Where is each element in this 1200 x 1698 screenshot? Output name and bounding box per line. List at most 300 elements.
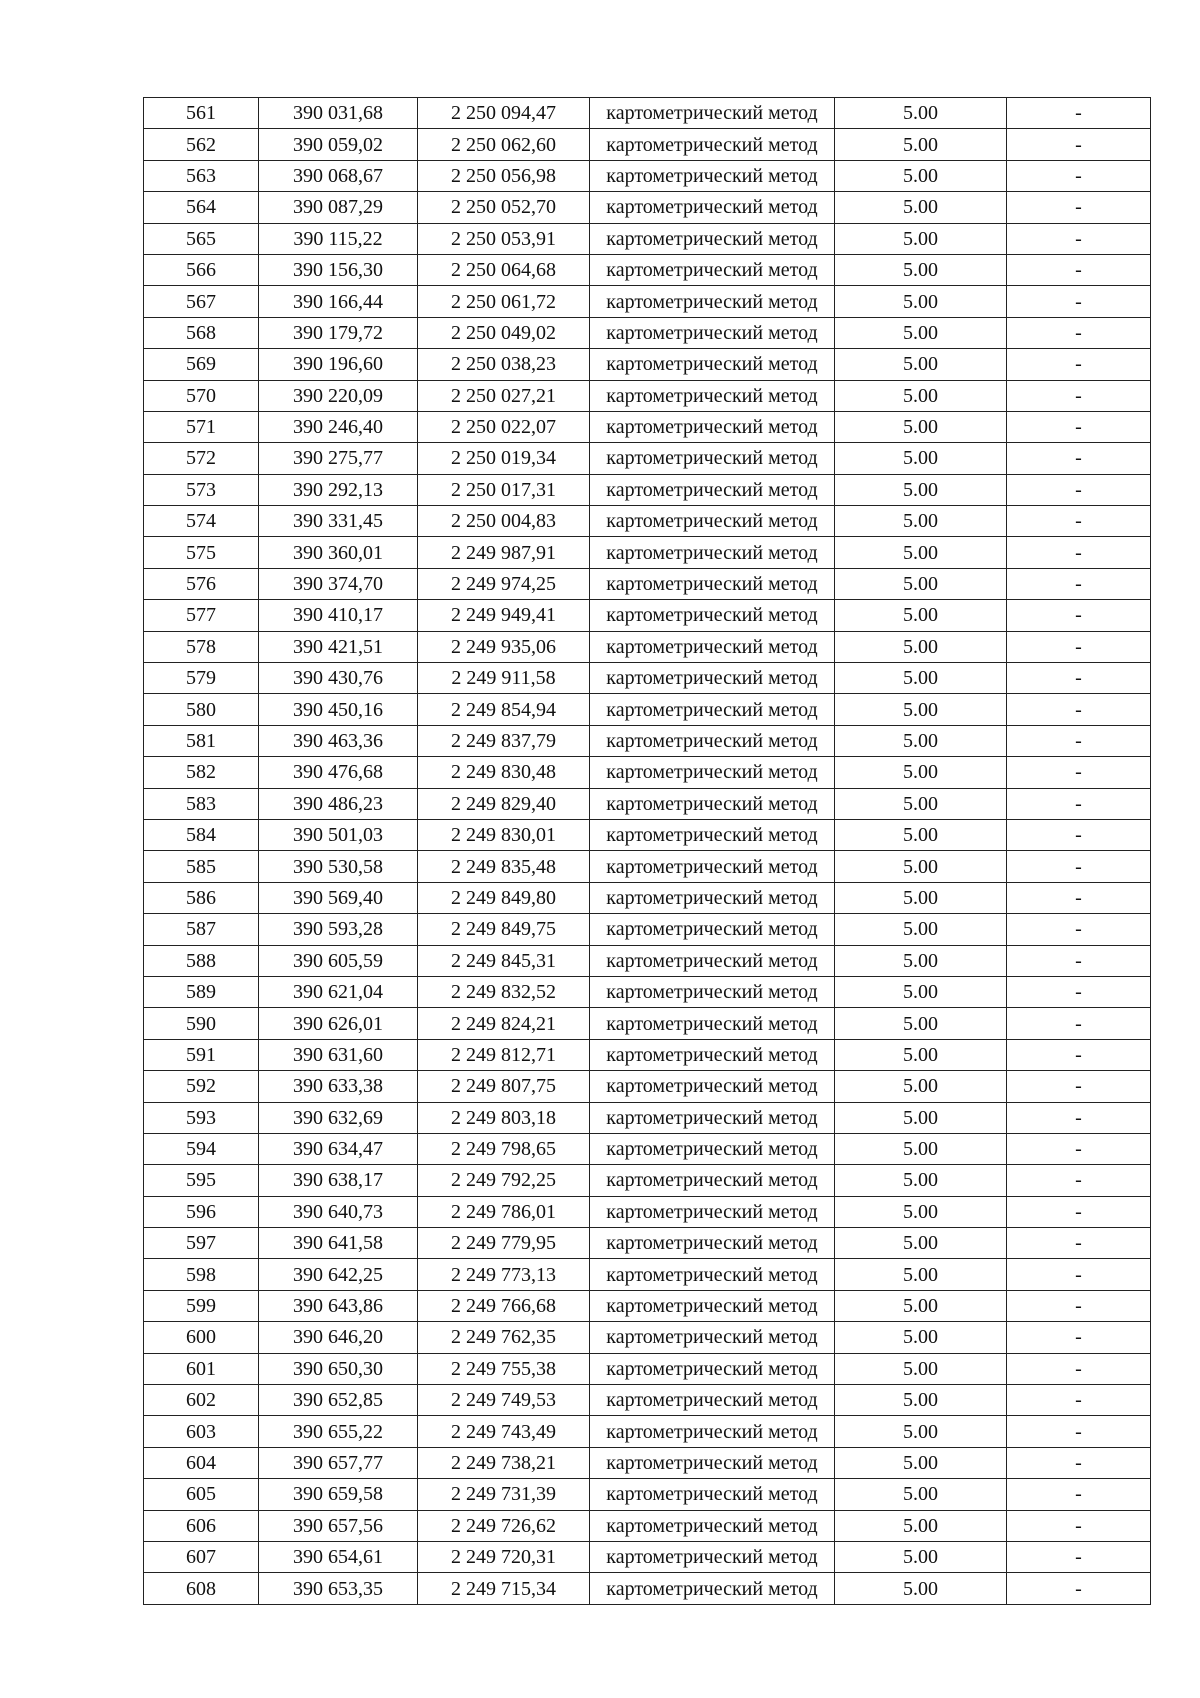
table-row: [144, 1039, 1151, 1070]
table-row: [144, 1008, 1151, 1039]
note-cell: -: [1007, 1259, 1151, 1290]
note-cell: -: [1007, 1228, 1151, 1259]
point-number-cell: 566: [144, 254, 259, 285]
table-row: [144, 976, 1151, 1007]
note-cell: -: [1007, 1196, 1151, 1227]
accuracy-cell: 5.00: [835, 882, 1007, 913]
method-cell: картометрический метод: [590, 1039, 835, 1070]
table-row: [144, 1353, 1151, 1384]
accuracy-cell: 5.00: [835, 819, 1007, 850]
y-coordinate-cell: 2 250 038,23: [418, 349, 590, 380]
note-cell: -: [1007, 160, 1151, 191]
note-cell: -: [1007, 317, 1151, 348]
y-coordinate-cell: 2 249 830,01: [418, 819, 590, 850]
accuracy-cell: 5.00: [835, 788, 1007, 819]
note-cell: -: [1007, 1573, 1151, 1604]
coordinates-table: [143, 97, 1151, 1605]
table-row: [144, 98, 1151, 129]
method-cell: картометрический метод: [590, 1385, 835, 1416]
table-row: [144, 349, 1151, 380]
accuracy-cell: 5.00: [835, 1479, 1007, 1510]
accuracy-cell: 5.00: [835, 1133, 1007, 1164]
accuracy-cell: 5.00: [835, 1322, 1007, 1353]
accuracy-cell: 5.00: [835, 694, 1007, 725]
method-cell: картометрический метод: [590, 474, 835, 505]
point-number-cell: 597: [144, 1228, 259, 1259]
y-coordinate-cell: 2 249 762,35: [418, 1322, 590, 1353]
method-cell: картометрический метод: [590, 725, 835, 756]
point-number-cell: 600: [144, 1322, 259, 1353]
y-coordinate-cell: 2 249 773,13: [418, 1259, 590, 1290]
y-coordinate-cell: 2 249 854,94: [418, 694, 590, 725]
note-cell: -: [1007, 286, 1151, 317]
method-cell: картометрический метод: [590, 1573, 835, 1604]
table-row: [144, 1102, 1151, 1133]
method-cell: картометрический метод: [590, 1165, 835, 1196]
method-cell: картометрический метод: [590, 349, 835, 380]
accuracy-cell: 5.00: [835, 1102, 1007, 1133]
y-coordinate-cell: 2 249 803,18: [418, 1102, 590, 1133]
method-cell: картометрический метод: [590, 1416, 835, 1447]
y-coordinate-cell: 2 249 715,34: [418, 1573, 590, 1604]
note-cell: -: [1007, 411, 1151, 442]
accuracy-cell: 5.00: [835, 1071, 1007, 1102]
y-coordinate-cell: 2 250 062,60: [418, 129, 590, 160]
method-cell: картометрический метод: [590, 443, 835, 474]
note-cell: -: [1007, 1008, 1151, 1039]
table-row: [144, 1510, 1151, 1541]
table-row: [144, 254, 1151, 285]
point-number-cell: 584: [144, 819, 259, 850]
y-coordinate-cell: 2 249 830,48: [418, 757, 590, 788]
point-number-cell: 594: [144, 1133, 259, 1164]
table-row: [144, 129, 1151, 160]
method-cell: картометрический метод: [590, 1133, 835, 1164]
point-number-cell: 588: [144, 945, 259, 976]
point-number-cell: 593: [144, 1102, 259, 1133]
method-cell: картометрический метод: [590, 1290, 835, 1321]
table-row: [144, 474, 1151, 505]
method-cell: картометрический метод: [590, 1071, 835, 1102]
method-cell: картометрический метод: [590, 506, 835, 537]
accuracy-cell: 5.00: [835, 160, 1007, 191]
point-number-cell: 605: [144, 1479, 259, 1510]
note-cell: -: [1007, 1479, 1151, 1510]
accuracy-cell: 5.00: [835, 568, 1007, 599]
x-coordinate-cell: 390 631,60: [259, 1039, 418, 1070]
note-cell: -: [1007, 663, 1151, 694]
note-cell: -: [1007, 1416, 1151, 1447]
point-number-cell: 573: [144, 474, 259, 505]
table-row: [144, 694, 1151, 725]
accuracy-cell: 5.00: [835, 663, 1007, 694]
y-coordinate-cell: 2 249 837,79: [418, 725, 590, 756]
note-cell: -: [1007, 506, 1151, 537]
accuracy-cell: 5.00: [835, 506, 1007, 537]
method-cell: картометрический метод: [590, 663, 835, 694]
x-coordinate-cell: 390 654,61: [259, 1541, 418, 1572]
x-coordinate-cell: 390 374,70: [259, 568, 418, 599]
method-cell: картометрический метод: [590, 317, 835, 348]
note-cell: -: [1007, 192, 1151, 223]
accuracy-cell: 5.00: [835, 757, 1007, 788]
accuracy-cell: 5.00: [835, 1573, 1007, 1604]
table-row: [144, 411, 1151, 442]
x-coordinate-cell: 390 059,02: [259, 129, 418, 160]
y-coordinate-cell: 2 249 812,71: [418, 1039, 590, 1070]
x-coordinate-cell: 390 421,51: [259, 631, 418, 662]
x-coordinate-cell: 390 476,68: [259, 757, 418, 788]
x-coordinate-cell: 390 657,56: [259, 1510, 418, 1541]
accuracy-cell: 5.00: [835, 631, 1007, 662]
note-cell: -: [1007, 945, 1151, 976]
y-coordinate-cell: 2 249 755,38: [418, 1353, 590, 1384]
accuracy-cell: 5.00: [835, 443, 1007, 474]
y-coordinate-cell: 2 249 829,40: [418, 788, 590, 819]
note-cell: -: [1007, 380, 1151, 411]
accuracy-cell: 5.00: [835, 349, 1007, 380]
x-coordinate-cell: 390 646,20: [259, 1322, 418, 1353]
table-row: [144, 317, 1151, 348]
x-coordinate-cell: 390 640,73: [259, 1196, 418, 1227]
accuracy-cell: 5.00: [835, 1196, 1007, 1227]
accuracy-cell: 5.00: [835, 1259, 1007, 1290]
method-cell: картометрический метод: [590, 192, 835, 223]
note-cell: -: [1007, 349, 1151, 380]
method-cell: картометрический метод: [590, 882, 835, 913]
x-coordinate-cell: 390 530,58: [259, 851, 418, 882]
table-row: [144, 819, 1151, 850]
note-cell: -: [1007, 568, 1151, 599]
y-coordinate-cell: 2 250 053,91: [418, 223, 590, 254]
point-number-cell: 598: [144, 1259, 259, 1290]
x-coordinate-cell: 390 463,36: [259, 725, 418, 756]
x-coordinate-cell: 390 642,25: [259, 1259, 418, 1290]
method-cell: картометрический метод: [590, 819, 835, 850]
accuracy-cell: 5.00: [835, 537, 1007, 568]
y-coordinate-cell: 2 249 845,31: [418, 945, 590, 976]
table-row: [144, 945, 1151, 976]
note-cell: -: [1007, 1510, 1151, 1541]
accuracy-cell: 5.00: [835, 1447, 1007, 1478]
x-coordinate-cell: 390 087,29: [259, 192, 418, 223]
note-cell: -: [1007, 882, 1151, 913]
point-number-cell: 581: [144, 725, 259, 756]
table-row: [144, 914, 1151, 945]
note-cell: -: [1007, 223, 1151, 254]
table-row: [144, 1447, 1151, 1478]
y-coordinate-cell: 2 249 849,75: [418, 914, 590, 945]
point-number-cell: 564: [144, 192, 259, 223]
point-number-cell: 567: [144, 286, 259, 317]
point-number-cell: 583: [144, 788, 259, 819]
method-cell: картометрический метод: [590, 851, 835, 882]
table-row: [144, 882, 1151, 913]
y-coordinate-cell: 2 249 832,52: [418, 976, 590, 1007]
method-cell: картометрический метод: [590, 788, 835, 819]
x-coordinate-cell: 390 650,30: [259, 1353, 418, 1384]
method-cell: картометрический метод: [590, 1353, 835, 1384]
note-cell: -: [1007, 914, 1151, 945]
accuracy-cell: 5.00: [835, 1385, 1007, 1416]
table-row: [144, 286, 1151, 317]
y-coordinate-cell: 2 249 949,41: [418, 600, 590, 631]
table-row: [144, 1290, 1151, 1321]
y-coordinate-cell: 2 249 807,75: [418, 1071, 590, 1102]
method-cell: картометрический метод: [590, 914, 835, 945]
method-cell: картометрический метод: [590, 976, 835, 1007]
y-coordinate-cell: 2 250 061,72: [418, 286, 590, 317]
x-coordinate-cell: 390 657,77: [259, 1447, 418, 1478]
accuracy-cell: 5.00: [835, 976, 1007, 1007]
method-cell: картометрический метод: [590, 757, 835, 788]
point-number-cell: 578: [144, 631, 259, 662]
method-cell: картометрический метод: [590, 1008, 835, 1039]
y-coordinate-cell: 2 250 004,83: [418, 506, 590, 537]
note-cell: -: [1007, 757, 1151, 788]
note-cell: -: [1007, 537, 1151, 568]
x-coordinate-cell: 390 246,40: [259, 411, 418, 442]
point-number-cell: 585: [144, 851, 259, 882]
x-coordinate-cell: 390 655,22: [259, 1416, 418, 1447]
point-number-cell: 565: [144, 223, 259, 254]
x-coordinate-cell: 390 653,35: [259, 1573, 418, 1604]
table-row: [144, 851, 1151, 882]
method-cell: картометрический метод: [590, 537, 835, 568]
note-cell: -: [1007, 788, 1151, 819]
method-cell: картометрический метод: [590, 1102, 835, 1133]
point-number-cell: 608: [144, 1573, 259, 1604]
note-cell: -: [1007, 1133, 1151, 1164]
point-number-cell: 590: [144, 1008, 259, 1039]
y-coordinate-cell: 2 249 731,39: [418, 1479, 590, 1510]
point-number-cell: 603: [144, 1416, 259, 1447]
x-coordinate-cell: 390 634,47: [259, 1133, 418, 1164]
x-coordinate-cell: 390 430,76: [259, 663, 418, 694]
point-number-cell: 574: [144, 506, 259, 537]
method-cell: картометрический метод: [590, 129, 835, 160]
x-coordinate-cell: 390 659,58: [259, 1479, 418, 1510]
note-cell: -: [1007, 1290, 1151, 1321]
method-cell: картометрический метод: [590, 568, 835, 599]
method-cell: картометрический метод: [590, 1196, 835, 1227]
y-coordinate-cell: 2 250 052,70: [418, 192, 590, 223]
table-row: [144, 1259, 1151, 1290]
x-coordinate-cell: 390 196,60: [259, 349, 418, 380]
point-number-cell: 591: [144, 1039, 259, 1070]
accuracy-cell: 5.00: [835, 1541, 1007, 1572]
x-coordinate-cell: 390 031,68: [259, 98, 418, 129]
x-coordinate-cell: 390 156,30: [259, 254, 418, 285]
accuracy-cell: 5.00: [835, 1510, 1007, 1541]
y-coordinate-cell: 2 249 738,21: [418, 1447, 590, 1478]
accuracy-cell: 5.00: [835, 380, 1007, 411]
method-cell: картометрический метод: [590, 1541, 835, 1572]
table-row: [144, 1133, 1151, 1164]
x-coordinate-cell: 390 292,13: [259, 474, 418, 505]
table-row: [144, 663, 1151, 694]
accuracy-cell: 5.00: [835, 600, 1007, 631]
note-cell: -: [1007, 976, 1151, 1007]
note-cell: -: [1007, 129, 1151, 160]
point-number-cell: 572: [144, 443, 259, 474]
table-row: [144, 1228, 1151, 1259]
point-number-cell: 589: [144, 976, 259, 1007]
y-coordinate-cell: 2 250 094,47: [418, 98, 590, 129]
point-number-cell: 596: [144, 1196, 259, 1227]
x-coordinate-cell: 390 593,28: [259, 914, 418, 945]
table-row: [144, 788, 1151, 819]
table-row: [144, 160, 1151, 191]
note-cell: -: [1007, 819, 1151, 850]
method-cell: картометрический метод: [590, 411, 835, 442]
note-cell: -: [1007, 474, 1151, 505]
y-coordinate-cell: 2 249 798,65: [418, 1133, 590, 1164]
x-coordinate-cell: 390 410,17: [259, 600, 418, 631]
y-coordinate-cell: 2 249 720,31: [418, 1541, 590, 1572]
table-row: [144, 757, 1151, 788]
accuracy-cell: 5.00: [835, 286, 1007, 317]
point-number-cell: 592: [144, 1071, 259, 1102]
accuracy-cell: 5.00: [835, 1008, 1007, 1039]
x-coordinate-cell: 390 360,01: [259, 537, 418, 568]
accuracy-cell: 5.00: [835, 129, 1007, 160]
method-cell: картометрический метод: [590, 1447, 835, 1478]
table-row: [144, 600, 1151, 631]
y-coordinate-cell: 2 249 974,25: [418, 568, 590, 599]
x-coordinate-cell: 390 486,23: [259, 788, 418, 819]
point-number-cell: 563: [144, 160, 259, 191]
x-coordinate-cell: 390 115,22: [259, 223, 418, 254]
table-row: [144, 568, 1151, 599]
table-row: [144, 1165, 1151, 1196]
x-coordinate-cell: 390 641,58: [259, 1228, 418, 1259]
note-cell: -: [1007, 694, 1151, 725]
table-row: [144, 1416, 1151, 1447]
method-cell: картометрический метод: [590, 945, 835, 976]
note-cell: -: [1007, 1165, 1151, 1196]
note-cell: -: [1007, 1385, 1151, 1416]
y-coordinate-cell: 2 250 022,07: [418, 411, 590, 442]
x-coordinate-cell: 390 652,85: [259, 1385, 418, 1416]
point-number-cell: 576: [144, 568, 259, 599]
accuracy-cell: 5.00: [835, 945, 1007, 976]
accuracy-cell: 5.00: [835, 1039, 1007, 1070]
point-number-cell: 577: [144, 600, 259, 631]
x-coordinate-cell: 390 179,72: [259, 317, 418, 348]
point-number-cell: 607: [144, 1541, 259, 1572]
method-cell: картометрический метод: [590, 98, 835, 129]
y-coordinate-cell: 2 250 019,34: [418, 443, 590, 474]
y-coordinate-cell: 2 249 779,95: [418, 1228, 590, 1259]
table-row: [144, 192, 1151, 223]
y-coordinate-cell: 2 249 792,25: [418, 1165, 590, 1196]
method-cell: картометрический метод: [590, 1228, 835, 1259]
accuracy-cell: 5.00: [835, 1416, 1007, 1447]
accuracy-cell: 5.00: [835, 1165, 1007, 1196]
accuracy-cell: 5.00: [835, 98, 1007, 129]
y-coordinate-cell: 2 249 726,62: [418, 1510, 590, 1541]
point-number-cell: 579: [144, 663, 259, 694]
accuracy-cell: 5.00: [835, 411, 1007, 442]
point-number-cell: 571: [144, 411, 259, 442]
method-cell: картометрический метод: [590, 160, 835, 191]
accuracy-cell: 5.00: [835, 851, 1007, 882]
note-cell: -: [1007, 600, 1151, 631]
accuracy-cell: 5.00: [835, 1353, 1007, 1384]
accuracy-cell: 5.00: [835, 474, 1007, 505]
x-coordinate-cell: 390 643,86: [259, 1290, 418, 1321]
x-coordinate-cell: 390 501,03: [259, 819, 418, 850]
table-row: [144, 631, 1151, 662]
accuracy-cell: 5.00: [835, 1228, 1007, 1259]
x-coordinate-cell: 390 166,44: [259, 286, 418, 317]
y-coordinate-cell: 2 249 766,68: [418, 1290, 590, 1321]
point-number-cell: 561: [144, 98, 259, 129]
x-coordinate-cell: 390 569,40: [259, 882, 418, 913]
coordinates-table-body: [144, 98, 1151, 1605]
method-cell: картометрический метод: [590, 1259, 835, 1290]
x-coordinate-cell: 390 638,17: [259, 1165, 418, 1196]
table-row: [144, 537, 1151, 568]
table-row: [144, 1541, 1151, 1572]
note-cell: -: [1007, 254, 1151, 285]
method-cell: картометрический метод: [590, 1479, 835, 1510]
y-coordinate-cell: 2 250 027,21: [418, 380, 590, 411]
point-number-cell: 568: [144, 317, 259, 348]
method-cell: картометрический метод: [590, 223, 835, 254]
method-cell: картометрический метод: [590, 694, 835, 725]
point-number-cell: 570: [144, 380, 259, 411]
y-coordinate-cell: 2 249 786,01: [418, 1196, 590, 1227]
note-cell: -: [1007, 1322, 1151, 1353]
table-row: [144, 223, 1151, 254]
y-coordinate-cell: 2 249 743,49: [418, 1416, 590, 1447]
x-coordinate-cell: 390 220,09: [259, 380, 418, 411]
table-row: [144, 1071, 1151, 1102]
method-cell: картометрический метод: [590, 600, 835, 631]
point-number-cell: 587: [144, 914, 259, 945]
point-number-cell: 595: [144, 1165, 259, 1196]
point-number-cell: 562: [144, 129, 259, 160]
point-number-cell: 586: [144, 882, 259, 913]
point-number-cell: 575: [144, 537, 259, 568]
table-row: [144, 506, 1151, 537]
x-coordinate-cell: 390 331,45: [259, 506, 418, 537]
table-row: [144, 1385, 1151, 1416]
table-row: [144, 380, 1151, 411]
x-coordinate-cell: 390 450,16: [259, 694, 418, 725]
method-cell: картометрический метод: [590, 286, 835, 317]
accuracy-cell: 5.00: [835, 192, 1007, 223]
y-coordinate-cell: 2 249 749,53: [418, 1385, 590, 1416]
point-number-cell: 604: [144, 1447, 259, 1478]
note-cell: -: [1007, 98, 1151, 129]
x-coordinate-cell: 390 626,01: [259, 1008, 418, 1039]
y-coordinate-cell: 2 249 987,91: [418, 537, 590, 568]
table-row: [144, 443, 1151, 474]
accuracy-cell: 5.00: [835, 223, 1007, 254]
y-coordinate-cell: 2 249 835,48: [418, 851, 590, 882]
accuracy-cell: 5.00: [835, 725, 1007, 756]
y-coordinate-cell: 2 250 056,98: [418, 160, 590, 191]
note-cell: -: [1007, 1071, 1151, 1102]
point-number-cell: 601: [144, 1353, 259, 1384]
y-coordinate-cell: 2 249 849,80: [418, 882, 590, 913]
x-coordinate-cell: 390 633,38: [259, 1071, 418, 1102]
point-number-cell: 606: [144, 1510, 259, 1541]
note-cell: -: [1007, 1102, 1151, 1133]
